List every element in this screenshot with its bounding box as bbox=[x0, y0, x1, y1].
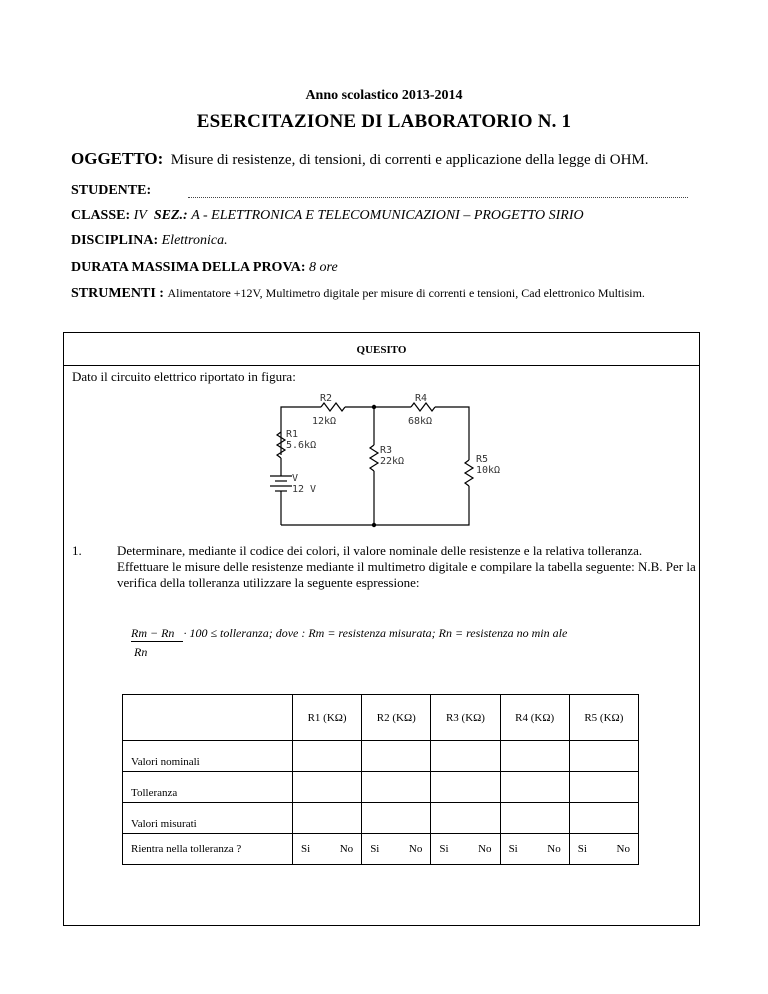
quesito-heading: QUESITO bbox=[356, 344, 407, 356]
table-cell[interactable] bbox=[293, 772, 362, 803]
table-cell[interactable] bbox=[431, 741, 500, 772]
wire-top-right bbox=[435, 407, 469, 460]
table-row bbox=[123, 834, 639, 865]
table-cell[interactable] bbox=[362, 772, 431, 803]
formula bbox=[131, 626, 567, 641]
r5-value: 10kΩ bbox=[476, 465, 501, 476]
strumenti-label: STRUMENTI : bbox=[71, 286, 164, 301]
task-text: Determinare, mediante il codice dei colori, il valore nominale delle resistenze e la relativa tolleranza. Effettuare le misure delle resistenze mediante il multimetro digitale e compilare la tabella seguente: N.B. Per la verifica della tolleranza utilizzare la seguente espressione: bbox=[117, 543, 696, 590]
classe-value: IV bbox=[133, 208, 147, 223]
disciplina-value: Elettronica. bbox=[161, 233, 228, 248]
oggetto-label: OGGETTO: bbox=[71, 149, 164, 168]
node-top bbox=[372, 405, 376, 409]
strumenti-value: Alimentatore +12V, Multimetro digitale per misure di correnti e tensioni, Cad elettronico Multisim. bbox=[167, 286, 645, 300]
formula-tail: · 100 ≤ tolleranza; dove : Rm = resistenza misurata; Rn = resistenza no min ale bbox=[183, 626, 568, 640]
studente-label: STUDENTE: bbox=[71, 183, 152, 198]
table-cell[interactable] bbox=[500, 741, 569, 772]
no-option[interactable]: No bbox=[339, 843, 354, 855]
disciplina-label: DISCIPLINA: bbox=[71, 233, 159, 248]
yes-no-cell-r4[interactable] bbox=[500, 834, 569, 865]
sez-label: SEZ.: bbox=[153, 208, 188, 223]
school-year: Anno scolastico 2013-2014 bbox=[305, 88, 463, 103]
table-cell[interactable] bbox=[431, 772, 500, 803]
no-option[interactable]: No bbox=[478, 843, 492, 855]
durata-value: 8 ore bbox=[309, 260, 338, 275]
durata-label: DURATA MASSIMA DELLA PROVA: bbox=[71, 260, 306, 275]
col-header-r4: R4 (KΩ) bbox=[500, 695, 569, 741]
r5-name: R5 bbox=[476, 454, 489, 465]
yes-option[interactable]: Si bbox=[439, 843, 449, 855]
r4-name: R4 bbox=[415, 393, 428, 404]
resistor-r5-symbol bbox=[465, 460, 473, 486]
table-cell[interactable] bbox=[569, 772, 638, 803]
resistor-r3-symbol bbox=[370, 445, 378, 471]
table-cell[interactable] bbox=[569, 803, 638, 834]
quesito-intro: Dato il circuito elettrico riportato in figura: bbox=[72, 369, 296, 384]
yes-no-cell-r5[interactable] bbox=[569, 834, 638, 865]
col-header-r3: R3 (KΩ) bbox=[431, 695, 500, 741]
r3-name: R3 bbox=[380, 445, 393, 456]
oggetto-value: Misure di resistenze, di tensioni, di correnti e applicazione della legge di OHM. bbox=[170, 152, 649, 168]
r1-value: 5.6kΩ bbox=[286, 440, 317, 451]
resistor-r2-symbol bbox=[321, 403, 345, 411]
table-cell[interactable] bbox=[362, 741, 431, 772]
r2-value: 12kΩ bbox=[312, 416, 337, 427]
no-option[interactable]: No bbox=[547, 843, 561, 855]
formula-fraction-bar bbox=[131, 641, 183, 642]
yes-option[interactable]: Si bbox=[370, 843, 380, 855]
node-bottom bbox=[372, 523, 376, 527]
yes-option[interactable]: Si bbox=[301, 843, 311, 855]
table-row bbox=[123, 803, 639, 834]
table-cell[interactable] bbox=[431, 803, 500, 834]
yes-option[interactable]: Si bbox=[577, 843, 587, 855]
row-label-rientra: Rientra nella tolleranza ? bbox=[123, 834, 293, 865]
row-label-misurati: Valori misurati bbox=[123, 803, 293, 834]
r2-name: R2 bbox=[320, 393, 333, 404]
v-name: V bbox=[292, 473, 299, 484]
sez-value: A - ELETTRONICA E TELECOMUNICAZIONI – PROGETTO SIRIO bbox=[191, 208, 584, 223]
yes-no-cell-r2[interactable] bbox=[362, 834, 431, 865]
classe-label: CLASSE: bbox=[71, 208, 131, 223]
no-option[interactable]: No bbox=[616, 843, 630, 855]
row-label-tolleranza: Tolleranza bbox=[123, 772, 293, 803]
resistance-table bbox=[122, 694, 639, 865]
yes-no-cell-r3[interactable] bbox=[431, 834, 500, 865]
table-cell[interactable] bbox=[293, 741, 362, 772]
task-number: 1. bbox=[72, 543, 82, 558]
table-row bbox=[123, 741, 639, 772]
table-cell[interactable] bbox=[500, 772, 569, 803]
table-corner bbox=[123, 695, 293, 741]
resistor-r4-symbol bbox=[411, 403, 435, 411]
formula-denominator: Rn bbox=[134, 645, 148, 659]
col-header-r5: R5 (KΩ) bbox=[569, 695, 638, 741]
table-cell[interactable] bbox=[569, 741, 638, 772]
no-option[interactable]: No bbox=[408, 843, 423, 855]
v-value: 12 V bbox=[292, 484, 317, 495]
table-cell[interactable] bbox=[500, 803, 569, 834]
row-label-nominali: Valori nominali bbox=[123, 741, 293, 772]
page-title: ESERCITAZIONE DI LABORATORIO N. 1 bbox=[196, 111, 572, 132]
table-cell[interactable] bbox=[362, 803, 431, 834]
r3-value: 22kΩ bbox=[380, 456, 405, 467]
yes-no-cell-r1[interactable] bbox=[293, 834, 362, 865]
table-header-row bbox=[123, 695, 639, 741]
yes-option[interactable]: Si bbox=[508, 843, 518, 855]
table-row bbox=[123, 772, 639, 803]
col-header-r1: R1 (KΩ) bbox=[293, 695, 362, 741]
r1-name: R1 bbox=[286, 429, 299, 440]
table-cell[interactable] bbox=[293, 803, 362, 834]
formula-numerator: Rm − Rn bbox=[131, 626, 175, 640]
r4-value: 68kΩ bbox=[408, 416, 433, 427]
col-header-r2: R2 (KΩ) bbox=[362, 695, 431, 741]
